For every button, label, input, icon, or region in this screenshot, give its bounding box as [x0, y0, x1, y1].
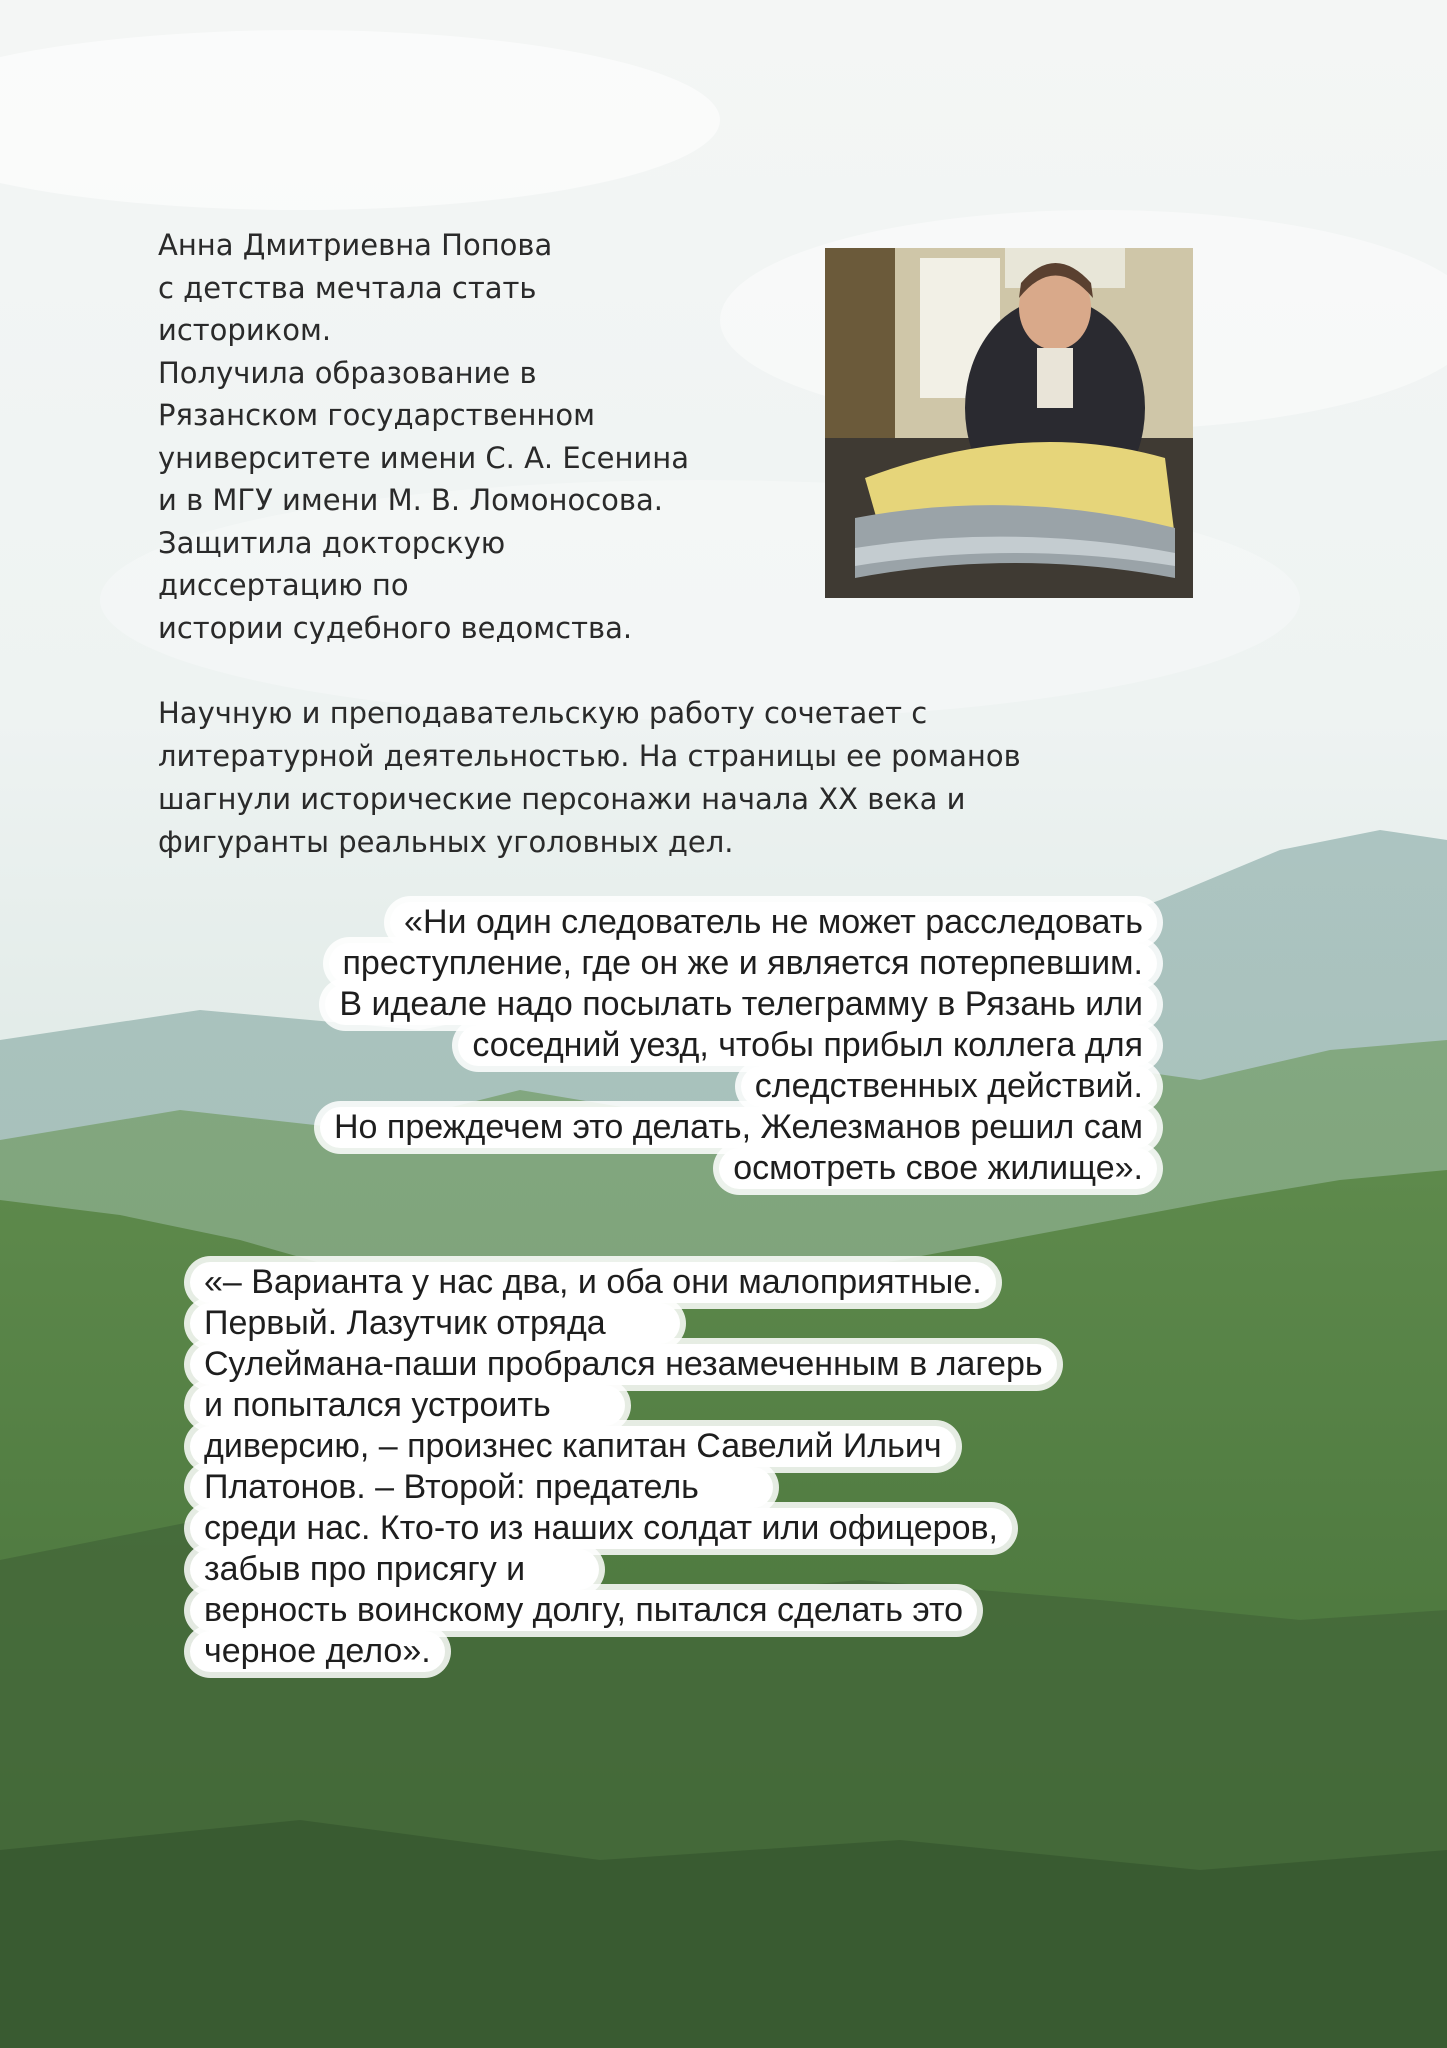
quote-line: среди нас. Кто-то из наших солдат или офицеров,: [190, 1508, 1012, 1549]
author-photo: [825, 248, 1193, 598]
quote-line: верность воинскому долгу, пытался сделать это: [190, 1590, 977, 1631]
paragraph-line: шагнули исторические персонажи начала XX века и: [158, 782, 966, 816]
quote-line: «– Варианта у нас два, и оба они малоприятные.: [190, 1262, 996, 1303]
bio-line: историком.: [158, 313, 332, 347]
quote-line: черное дело».: [190, 1631, 445, 1672]
quote-line: следственных действий.: [741, 1066, 1157, 1107]
paragraph-line: литературной деятельностью. На страницы ее романов: [158, 739, 1021, 773]
bio-line: с детства мечтала стать: [158, 270, 537, 305]
bio-line: диссертацию по: [158, 568, 409, 602]
bio-line: университете имени С. А. Есенина: [158, 440, 689, 475]
quote-line: осмотреть свое жилище».: [719, 1148, 1157, 1189]
quote-line: диверсию, – произнес капитан Савелий Ильич: [190, 1426, 956, 1467]
bio-line: Анна Дмитриевна Попова: [158, 228, 553, 262]
quote-line: преступление, где он же и является потерпевшим.: [329, 943, 1157, 984]
description-paragraph: [158, 692, 1288, 864]
bio-line: Защитила докторскую: [158, 525, 506, 560]
quote-line: забыв про присягу и: [190, 1549, 599, 1590]
quote-line: «Ни один следователь не может расследовать: [390, 902, 1157, 943]
quote-excerpt-1: [320, 902, 1157, 1189]
bio-line: Получила образование в: [158, 355, 537, 390]
bio-line: Рязанском государственном: [158, 398, 596, 432]
quote-excerpt-2: [190, 1262, 1057, 1672]
quote-line: соседний уезд, чтобы прибыл коллега для: [458, 1025, 1157, 1066]
quote-line: Первый. Лазутчик отряда: [190, 1303, 680, 1344]
quote-line: Сулеймана-паши пробрался незамеченным в лагерь: [190, 1344, 1057, 1385]
quote-line: и попытался устроить: [190, 1385, 625, 1426]
quote-line: Платонов. – Второй: предатель: [190, 1467, 773, 1508]
author-bio: [158, 224, 798, 649]
bio-line: и в МГУ имени М. В. Ломоносова.: [158, 483, 663, 517]
quote-line: Но преждечем это делать, Железманов решил сам: [320, 1107, 1157, 1148]
bio-line: истории судебного ведомства.: [158, 610, 633, 645]
paragraph-line: Научную и преподавательскую работу сочетает с: [158, 696, 928, 730]
paragraph-line: фигуранты реальных уголовных дел.: [158, 825, 734, 859]
quote-line: В идеале надо посылать телеграмму в Рязань или: [325, 984, 1157, 1025]
